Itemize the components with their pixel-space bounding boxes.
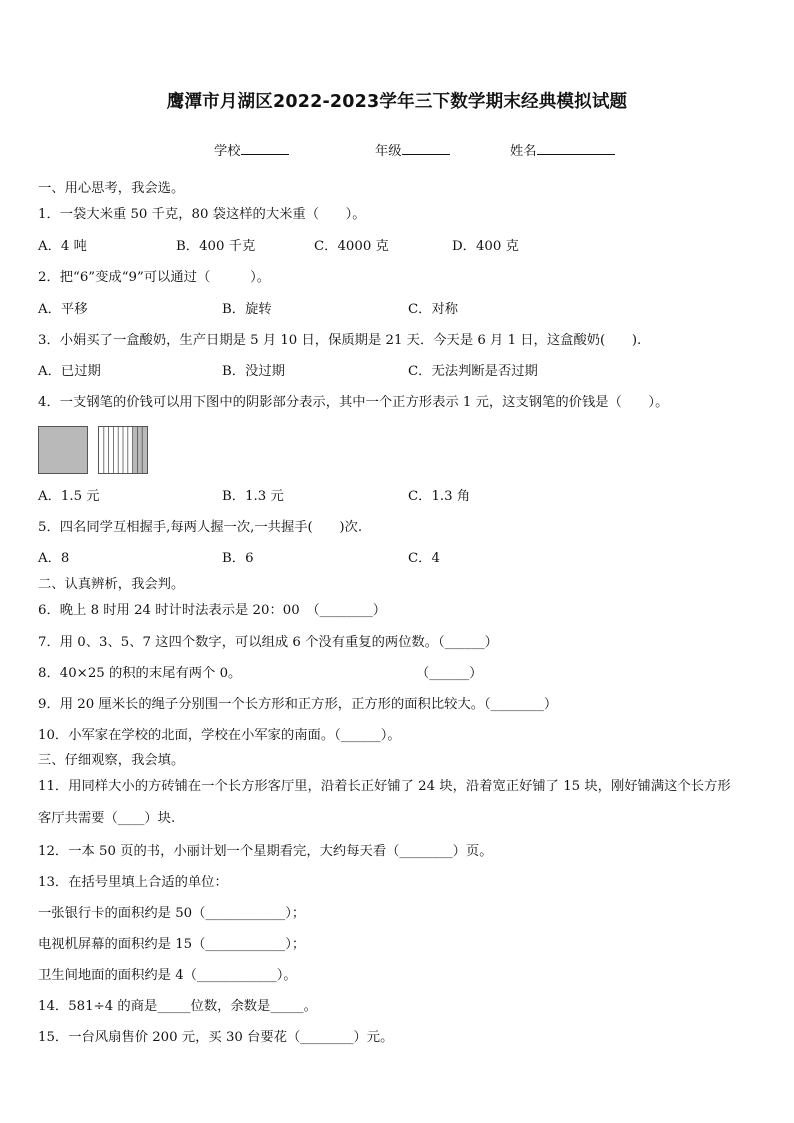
strip-3 (109, 427, 114, 473)
name-field (510, 140, 615, 159)
strip-4 (113, 427, 118, 473)
question-8: 8．40×25 的积的末尾有两个 0。 (38, 666, 242, 681)
section-heading-2: 二、认真辨析，我会判。 (38, 577, 185, 592)
q5-option-c: C．4 (408, 551, 440, 566)
shaded-full-square (38, 426, 88, 474)
q4-option-b: B．1.3 元 (222, 489, 284, 504)
question-15: 15．一台风扇售价 200 元，买 30 台要花（________）元。 (38, 1030, 394, 1045)
name-blank (537, 141, 615, 155)
question-12: 12．一本 50 页的书，小丽计划一个星期看完，大约每天看（________）页。 (38, 844, 493, 859)
q4-option-a: A．1.5 元 (38, 489, 100, 504)
q13-item-1: 一张银行卡的面积约是 50（____________）； (38, 906, 306, 921)
question-10: 10．小军家在学校的北面，学校在小军家的南面。（______）。 (38, 728, 401, 743)
question-3: 3．小娟买了一盒酸奶，生产日期是 5 月 10 日，保质期是 21 天．今天是 6 月 1 日，这盒酸奶( ). (38, 333, 642, 348)
question-11-line-2: 客厅共需要（____）块. (38, 811, 176, 826)
q1-option-d: D．400 克 (452, 239, 519, 254)
section-heading-3: 三、仔细观察，我会填。 (38, 753, 185, 768)
partially-shaded-square (98, 426, 148, 474)
q13-item-3: 卫生间地面的面积约是 4（____________）。 (38, 968, 297, 983)
q1-option-c: C．4000 克 (314, 239, 389, 254)
question-11-line-1: 11．用同样大小的方砖铺在一个长方形客厅里，沿着长正好铺了 24 块，沿着宽正好铺了 15 块，刚好铺满这个长方形 (38, 779, 731, 794)
q3-option-a: A．已过期 (38, 364, 101, 379)
strip-10-shaded (142, 427, 147, 473)
q3-option-b: B．没过期 (222, 364, 285, 379)
question-7: 7．用 0、3、5、7 这四个数字，可以组成 6 个没有重复的两位数。（______） (38, 635, 498, 650)
strip-5 (118, 427, 123, 473)
page-title: 鹰潭市月湖区2022-2023学年三下数学期末经典模拟试题 (166, 92, 628, 112)
q3-option-c: C．无法判断是否过期 (408, 364, 538, 379)
strip-6 (123, 427, 128, 473)
strip-8-shaded (133, 427, 138, 473)
strip-9-shaded (137, 427, 142, 473)
grade-field (375, 140, 450, 159)
q1-option-a: A．4 吨 (38, 239, 87, 254)
school-blank (241, 141, 289, 155)
question-13: 13．在括号里填上合适的单位： (38, 875, 228, 890)
q1-option-b: B．400 千克 (176, 239, 256, 254)
question-14: 14．581÷4 的商是_____位数，余数是_____。 (38, 999, 317, 1014)
section-heading-1: 一、用心思考，我会选。 (38, 181, 185, 196)
name-label: 姓名 (510, 144, 537, 159)
q2-option-b: B．旋转 (222, 302, 272, 317)
question-5: 5．四名同学互相握手,每两人握一次,一共握手( )次. (38, 520, 363, 535)
school-label: 学校 (214, 144, 241, 159)
strip-2 (104, 427, 109, 473)
question-1: 1．一袋大米重 50 千克，80 袋这样的大米重（ ）。 (38, 207, 366, 222)
q2-option-a: A．平移 (38, 302, 88, 317)
question-9: 9．用 20 厘米长的绳子分别围一个长方形和正方形，正方形的面积比较大。（________） (38, 697, 558, 712)
strip-1 (99, 427, 104, 473)
q5-option-a: A．8 (38, 551, 70, 566)
tenths-strips-figure (99, 427, 147, 473)
grade-blank (402, 141, 450, 155)
q4-option-c: C．1.3 角 (408, 489, 471, 504)
q5-option-b: B．6 (222, 551, 254, 566)
question-2: 2．把“6”变成“9”可以通过（ ）。 (38, 270, 271, 285)
q13-item-2: 电视机屏幕的面积约是 15（____________）； (38, 937, 306, 952)
question-6: 6．晚上 8 时用 24 时计时法表示是 20：00 （________） (38, 603, 387, 618)
q8-answer-blank: （______） (416, 666, 483, 681)
question-4: 4．一支钢笔的价钱可以用下图中的阴影部分表示，其中一个正方形表示 1 元，这支钢笔的价钱是（ ）。 (38, 395, 669, 410)
strip-7 (128, 427, 133, 473)
q2-option-c: C．对称 (408, 302, 459, 317)
grade-label: 年级 (375, 144, 402, 159)
school-field (214, 140, 289, 159)
